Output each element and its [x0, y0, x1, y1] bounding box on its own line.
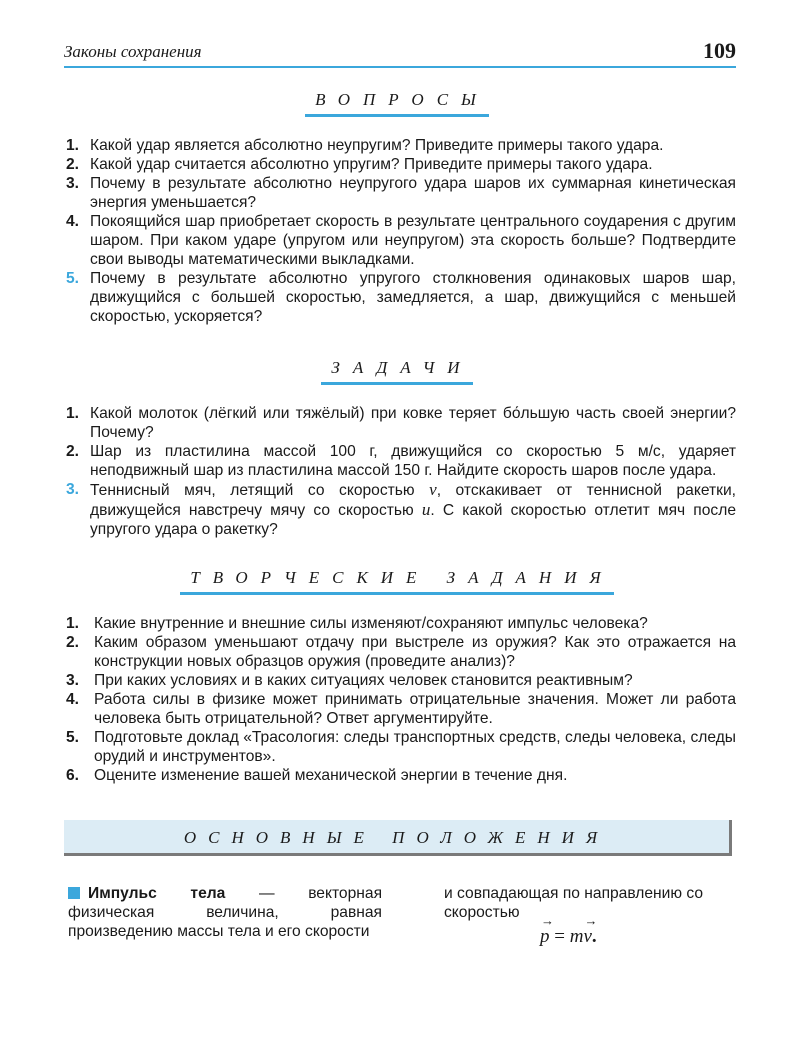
questions-heading [0, 90, 794, 117]
square-bullet-icon [68, 887, 80, 899]
item-text: Подготовьте доклад «Трасология: следы транспортных средств, следы человека, следы орудий и инструментов». [94, 729, 736, 765]
questions-list [66, 136, 736, 326]
summary-term: Импульс тела [88, 885, 226, 902]
creative-item [66, 766, 736, 785]
problems-heading-text: ЗАДАЧИ [321, 358, 472, 385]
creative-list [66, 614, 736, 785]
creative-item [66, 633, 736, 671]
equals-sign: = [549, 926, 570, 947]
creative-heading-text: ТВОРЧЕСКИЕ ЗАДАНИЯ [180, 568, 613, 595]
question-item [66, 155, 736, 174]
vector-v: → v [583, 926, 591, 948]
item-text-end: . С какой скоростью отлетит мяч после упругого удара о ракетку? [90, 502, 736, 538]
item-number: 1. [66, 405, 80, 422]
problem-item [66, 442, 736, 480]
item-number: 2. [66, 156, 80, 173]
problems-list [66, 404, 736, 539]
formula-period: . [591, 926, 597, 947]
creative-item [66, 728, 736, 766]
creative-item [66, 671, 736, 690]
item-text: Почему в результате абсолютно упругого столкновения одинаковых шаров шар, движущийся с большей скоростью, замедляется, а шар, движущийся с меньшей скоростью, ускоряется? [90, 270, 736, 325]
creative-item [66, 614, 736, 633]
item-text: Работа силы в физике может принимать отрицательные значения. Может ли работа человека быть отрицательной? Ответ аргументируйте. [94, 691, 736, 727]
running-title: Законы сохранения [64, 42, 202, 61]
item-text: Покоящийся шар приобретает скорость в результате центрального соударения с другим шаром. При каком ударе (упругом или неупругом) эта скорость больше? Подтвердите свои выводы математическими выкладками. [90, 213, 736, 268]
question-item [66, 174, 736, 212]
page-header [64, 38, 736, 68]
item-number: 1. [66, 615, 80, 632]
problem-item [66, 480, 736, 539]
item-text: Каким образом уменьшают отдачу при выстреле из оружия? Как это отражается на конструкции новых образцов оружия (проведите анализ)? [94, 634, 736, 670]
item-number: 3. [66, 672, 80, 689]
item-text: Теннисный мяч, летящий со скоростью [90, 482, 430, 499]
summary-definition-left: — векторная физическая величина, равная произведению массы тела и его скорости [68, 885, 383, 940]
question-item [66, 136, 736, 155]
item-number: 1. [66, 137, 80, 154]
item-text-cont: , отскакивает от теннисной ракетки, движущейся навстречу мячу со скоростью [90, 482, 737, 519]
item-text: Оцените изменение вашей механической энергии в течение дня. [94, 767, 568, 784]
summary-heading-bar [64, 820, 732, 856]
item-number-highlighted: 5. [66, 270, 80, 287]
problems-heading [0, 358, 794, 385]
item-number: 4. [66, 691, 80, 708]
problem-item [66, 404, 736, 442]
mass-m: m [569, 926, 584, 947]
item-text: Почему в результате абсолютно неупругого удара шаров их суммарная кинетическая энергия уменьшается? [90, 175, 736, 211]
vector-p: → p [540, 926, 550, 948]
summary-left-column [68, 884, 382, 941]
summary-definition-right: и совпадающая по направлению со скоростью [444, 885, 704, 921]
summary-heading-text: ОСНОВНЫЕ ПОЛОЖЕНИЯ [183, 828, 610, 847]
item-text: Шар из пластилина массой 100 г, движущийся со скоростью 5 м/с, ударяет неподвижный шар из пластилина массой 150 г. Найдите скорость шаров после удара. [90, 443, 736, 479]
item-number: 3. [66, 175, 80, 192]
item-text: Какие внутренние и внешние силы изменяют/сохраняют импульс человека? [94, 615, 648, 632]
question-item [66, 269, 736, 326]
creative-heading [0, 568, 794, 595]
item-text: Какой молоток (лёгкий или тяжёлый) при ковке теряет бо́льшую часть своей энергии? Почему? [90, 405, 736, 441]
variable-u: u [421, 500, 431, 519]
page-number: 109 [703, 38, 736, 63]
item-number: 6. [66, 767, 80, 784]
variable-v: v [429, 480, 437, 499]
item-number: 5. [66, 729, 80, 746]
creative-item [66, 690, 736, 728]
item-number-highlighted: 3. [66, 481, 80, 498]
question-item [66, 212, 736, 269]
item-text: Какой удар является абсолютно неупругим? Приведите примеры такого удара. [90, 137, 664, 154]
item-text: При каких условиях и в каких ситуациях человек становится реактивным? [94, 672, 633, 689]
questions-heading-text: ВОПРОСЫ [305, 90, 489, 117]
item-text: Какой удар считается абсолютно упругим? Приведите примеры такого удара. [90, 156, 653, 173]
item-number: 4. [66, 213, 80, 230]
item-number: 2. [66, 443, 80, 460]
item-number: 2. [66, 634, 80, 651]
momentum-formula [540, 926, 597, 948]
